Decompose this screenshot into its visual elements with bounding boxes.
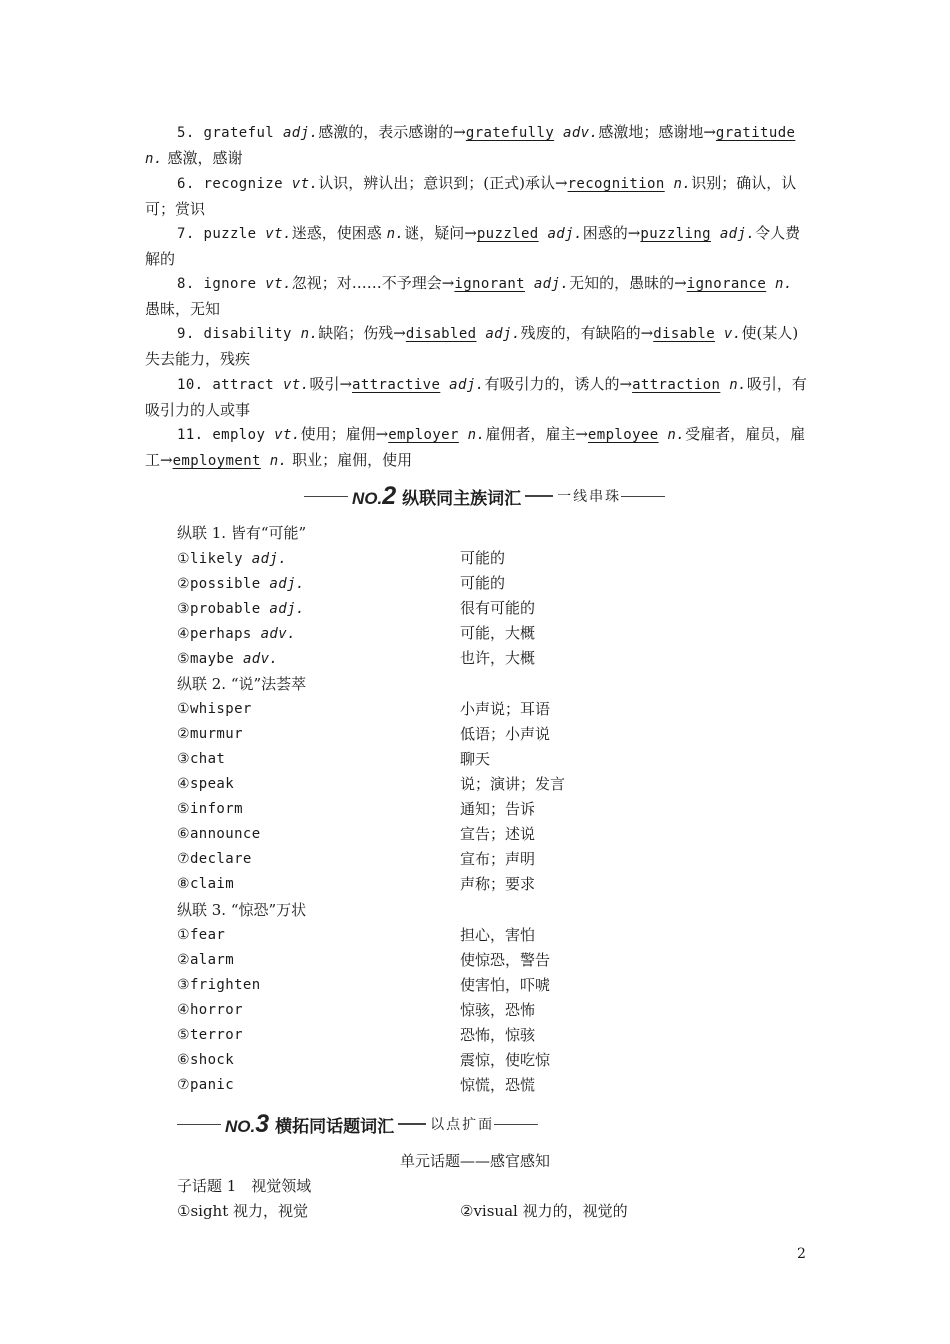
list-item: ④perhaps adv. 可能，大概 — [177, 624, 536, 642]
list-item: ⑦declare 宣布；声明 — [177, 850, 536, 868]
banner-title: 横拓同话题词汇 — [275, 1116, 395, 1137]
list-item: ②alarm 使惊恐，警告 — [177, 951, 551, 969]
derivation-item-11: 11. employ vt.使用；雇佣→employer n.雇佣者，雇主→employee n.受雇者，雇员，雇 工→employment n. 职业；雇佣，使用 — [145, 425, 806, 470]
banner-title: 纵联同主族词汇 — [402, 488, 522, 509]
banner-rule — [494, 1124, 538, 1125]
group-heading-1: 纵联 1. 皆有“可能” — [177, 524, 307, 542]
list-item: ①likely adj. 可能的 — [177, 549, 506, 567]
derivation-item-8: 8. ignore vt.忽视；对……不予理会→ignorant adj.无知的，愚昧的→ignorance n. 愚昧，无知 — [145, 274, 793, 319]
banner-dash — [398, 1123, 426, 1125]
derivation-item-5: 5. grateful adj.感激的，表示感谢的→gratefully adv.感激地；感谢地→gratitude n. 感激，感谢 — [145, 123, 796, 168]
section-banner-no3 — [177, 1110, 538, 1138]
banner-rule — [304, 496, 348, 497]
list-item: ⑦panic 惊慌，恐慌 — [177, 1076, 536, 1094]
list-item: ④horror 惊骇，恐怖 — [177, 1001, 536, 1019]
group-heading-2: 纵联 2. “说”法荟萃 — [177, 675, 307, 693]
banner-subtitle: 一线串珠 — [557, 489, 622, 505]
derivation-item-7: 7. puzzle vt.迷惑，使困惑 n.谜，疑问→puzzled adj.困惑的→puzzling adj.令人费 解的 — [145, 224, 801, 269]
list-item: ⑤inform 通知；告诉 — [177, 800, 536, 818]
list-item: ③chat 聊天 — [177, 750, 491, 768]
group-heading-3: 纵联 3. “惊恐”万状 — [177, 901, 307, 919]
banner-rule — [621, 496, 665, 497]
list-item: ⑤terror 恐怖，惊骇 — [177, 1026, 536, 1044]
list-item: ③frighten 使害怕，吓唬 — [177, 976, 551, 994]
derivation-item-6: 6. recognize vt.认识，辨认出；意识到；(正式)承认→recognition n.识别；确认，认 可；赏识 — [145, 174, 797, 219]
banner-subtitle: 以点扩面 — [430, 1117, 495, 1133]
list-item: ②possible adj. 可能的 — [177, 574, 506, 592]
page-number: 2 — [797, 1246, 806, 1262]
topic-title: 单元话题——感官感知 — [399, 1152, 550, 1170]
list-item: ①sight 视力，视觉 ②visual 视力的，视觉的 — [177, 1202, 628, 1220]
list-item: ⑧claim 声称；要求 — [177, 875, 536, 893]
derivation-item-10: 10. attract vt.吸引→attractive adj.有吸引力的，诱人的→attraction n.吸引，有 吸引力的人或事 — [145, 375, 807, 420]
banner-dash — [525, 495, 553, 497]
banner-number: NO.3 — [225, 1109, 270, 1138]
list-item: ⑤maybe adv. 也许，大概 — [177, 649, 536, 667]
derivation-item-9: 9. disability n.缺陷；伤残→disabled adj.残废的，有缺陷的→disable v.使(某人) 失去能力，残疾 — [145, 324, 799, 369]
banner-number: NO.2 — [352, 481, 397, 510]
list-item: ①fear 担心，害怕 — [177, 926, 536, 944]
list-item: ①whisper 小声说；耳语 — [177, 700, 551, 718]
list-item: ③probable adj. 很有可能的 — [177, 599, 536, 617]
list-item: ⑥shock 震惊，使吃惊 — [177, 1051, 551, 1069]
list-item: ⑥announce 宣告；述说 — [177, 825, 536, 843]
list-item: ④speak 说；演讲；发言 — [177, 775, 566, 793]
banner-rule — [177, 1124, 221, 1125]
section-banner-no2 — [304, 482, 665, 510]
list-item: ②murmur 低语；小声说 — [177, 725, 551, 743]
subtopic-heading: 子话题 1 视觉领域 — [177, 1177, 312, 1195]
